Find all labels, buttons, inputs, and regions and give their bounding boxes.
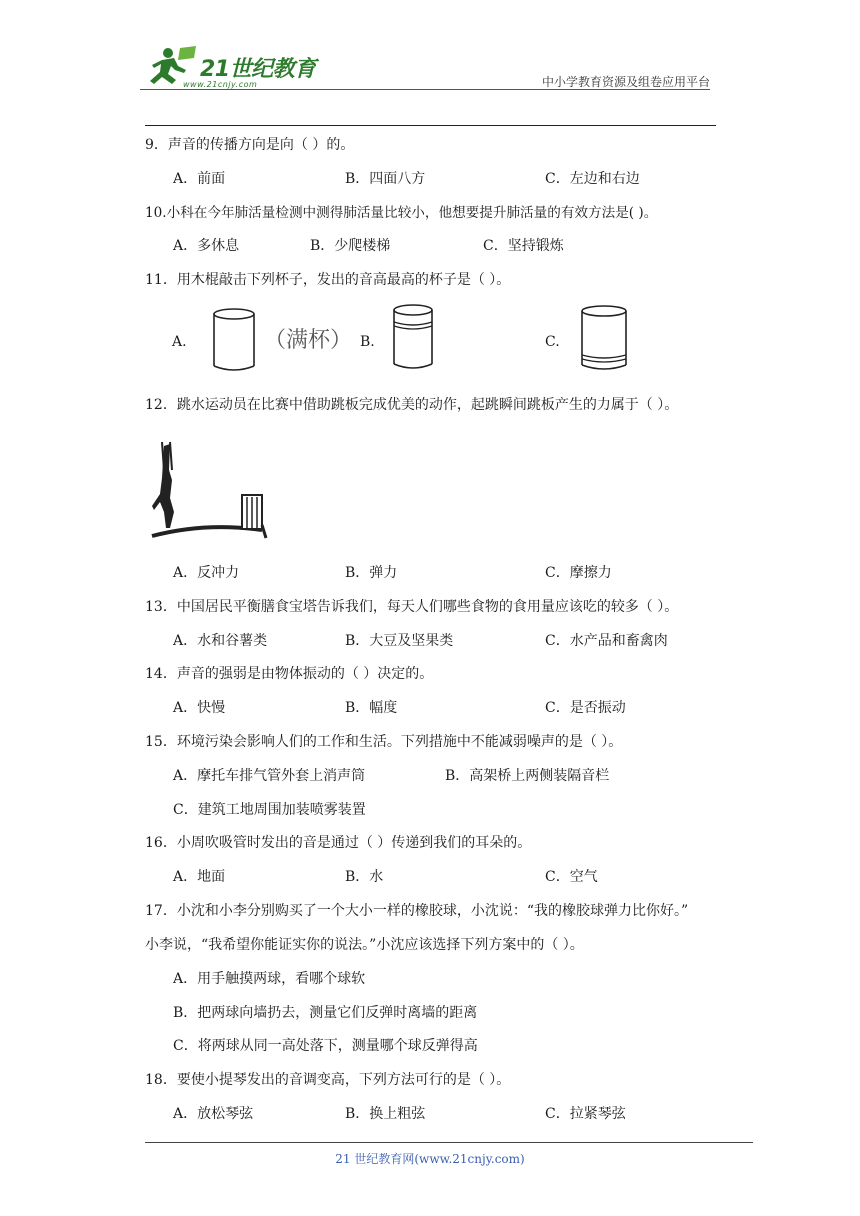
question-14: 14．声音的强弱是由物体振动的（ ）决定的。 bbox=[145, 666, 434, 682]
q12-option-c: C．摩擦力 bbox=[545, 565, 612, 581]
logo-text: 21世纪教育 bbox=[200, 57, 316, 82]
empty-cup-icon bbox=[210, 306, 258, 374]
q18-option-b: B．换上粗弦 bbox=[345, 1106, 426, 1122]
question-11: 11．用木棍敲击下列杯子，发出的音高最高的杯子是（ ）。 bbox=[145, 272, 511, 288]
q13-option-c: C．水产品和畜禽肉 bbox=[545, 633, 668, 649]
q16-option-c: C．空气 bbox=[545, 869, 598, 885]
q11-option-b: B. bbox=[360, 334, 375, 350]
q13-option-a: A．水和谷薯类 bbox=[173, 633, 268, 649]
q17-option-c: C．将两球从同一高处落下，测量哪个球反弹得高 bbox=[173, 1038, 478, 1054]
q9-option-c: C．左边和右边 bbox=[545, 171, 640, 187]
q13-option-b: B．大豆及坚果类 bbox=[345, 633, 454, 649]
q15-option-a: A．摩托车排气管外套上消声筒 bbox=[173, 768, 366, 784]
logo-url: www.21cnjy.com bbox=[183, 80, 258, 89]
question-18: 18．要使小提琴发出的音调变高，下列方法可行的是（ ）。 bbox=[145, 1072, 511, 1088]
content-top-rule bbox=[145, 125, 716, 126]
question-9: 9．声音的传播方向是向（ ）的。 bbox=[145, 137, 355, 153]
q16-option-b: B．水 bbox=[345, 869, 384, 885]
full-cup-label: （满杯） bbox=[264, 328, 353, 353]
footer-link[interactable]: 21 世纪教育网(www.21cnjy.com) bbox=[335, 1152, 525, 1166]
question-10: 10.小科在今年肺活量检测中测得肺活量比较小，他想要提升肺活量的有效方法是( )。 bbox=[145, 205, 658, 221]
footer-divider bbox=[145, 1142, 753, 1143]
q11-option-c: C. bbox=[545, 334, 560, 350]
question-15: 15．环境污染会影响人们的工作和生活。下列措施中不能减弱噪声的是（ ）。 bbox=[145, 734, 623, 750]
q12-option-a: A．反冲力 bbox=[173, 565, 240, 581]
full-cup-icon bbox=[390, 302, 436, 372]
q10-option-c: C．坚持锻炼 bbox=[483, 238, 564, 254]
platform-name: 中小学教育资源及组卷应用平台 bbox=[541, 75, 710, 89]
q18-option-a: A．放松琴弦 bbox=[173, 1106, 254, 1122]
q16-option-a: A．地面 bbox=[173, 869, 226, 885]
q15-option-b: B．高架桥上两侧装隔音栏 bbox=[445, 768, 610, 784]
q14-option-b: B．幅度 bbox=[345, 700, 398, 716]
q9-option-a: A．前面 bbox=[173, 171, 226, 187]
low-water-cup-icon bbox=[578, 303, 630, 373]
question-16: 16．小周吹吸管时发出的音是通过（ ）传递到我们的耳朵的。 bbox=[145, 835, 532, 851]
diving-board-figure bbox=[150, 440, 270, 545]
q14-option-a: A．快慢 bbox=[173, 700, 226, 716]
question-12: 12．跳水运动员在比赛中借助跳板完成优美的动作，起跳瞬间跳板产生的力属于（ ）。 bbox=[145, 397, 679, 413]
q18-option-c: C．拉紧琴弦 bbox=[545, 1106, 626, 1122]
q10-option-b: B．少爬楼梯 bbox=[310, 238, 391, 254]
question-13: 13．中国居民平衡膳食宝塔告诉我们，每天人们哪些食物的食用量应该吃的较多（ ）。 bbox=[145, 599, 679, 615]
q14-option-c: C．是否振动 bbox=[545, 700, 626, 716]
q17-option-b: B．把两球向墙扔去，测量它们反弹时离墙的距离 bbox=[173, 1005, 478, 1021]
q17-option-a: A．用手触摸两球，看哪个球软 bbox=[173, 971, 366, 987]
header-divider bbox=[140, 89, 710, 90]
q15-option-c: C．建筑工地周围加装喷雾装置 bbox=[173, 802, 366, 818]
question-17-continued: 小李说，“我希望你能证实你的说法。”小沈应该选择下列方案中的（ ）。 bbox=[145, 937, 584, 953]
q10-option-a: A．多休息 bbox=[173, 238, 240, 254]
question-17: 17．小沈和小李分别购买了一个大小一样的橡胶球，小沈说：“我的橡胶球弹力比你好。” bbox=[145, 903, 689, 919]
q12-option-b: B．弹力 bbox=[345, 565, 398, 581]
q9-option-b: B．四面八方 bbox=[345, 171, 426, 187]
q11-option-a: A. bbox=[172, 334, 187, 350]
